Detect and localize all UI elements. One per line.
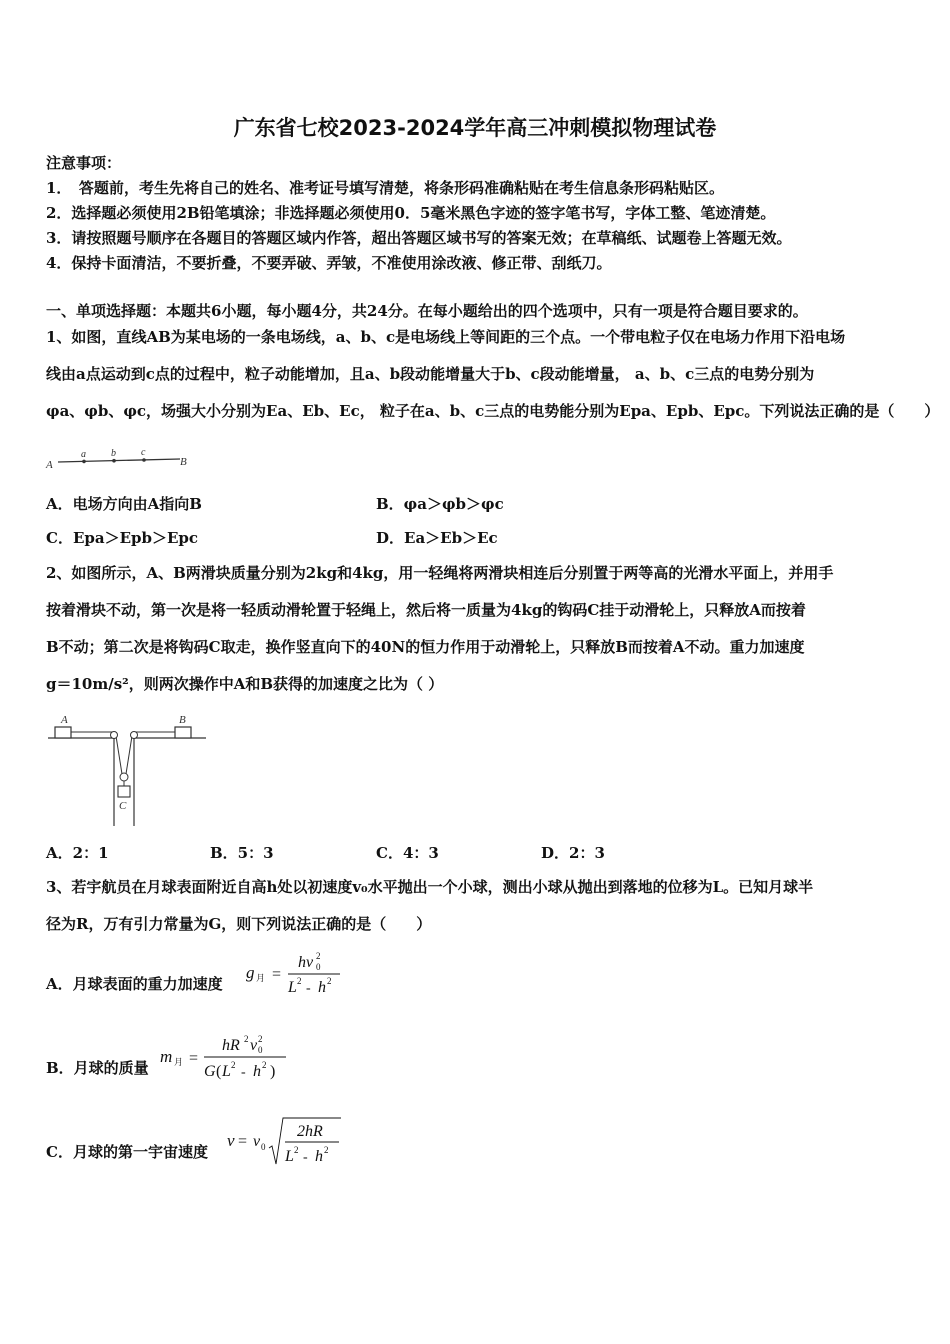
notice-item-3: 3．请按照题号顺序在各题目的答题区域内作答，超出答题区域书写的答案无效；在草稿纸、试题卷上答题无效。 (46, 229, 792, 247)
q1-option-c: C．Epa＞Epb＞Epc (46, 529, 199, 547)
svg-text:v: v (253, 1133, 261, 1150)
notice-item-2: 2．选择题必须使用2B铅笔填涂；非选择题必须使用0．5毫米黑色字迹的签字笔书写，字体工整、笔迹清楚。 (46, 204, 776, 222)
notice-item-1: 1． 答题前，考生先将自己的姓名、准考证号填写清楚，将条形码准确粘贴在考生信息条形码粘贴区。 (46, 179, 724, 197)
svg-text:=: = (189, 1050, 199, 1067)
q1-line-2: 线由a点运动到c点的过程中，粒子动能增加，且a、b段动能增量大于b、c段动能增量， a、b、c三点的电势分别为 (46, 365, 815, 383)
q2-pulley-figure (44, 710, 214, 830)
svg-text:2: 2 (297, 976, 302, 986)
q3-formula-b (160, 1030, 300, 1084)
svg-text:2: 2 (244, 1034, 249, 1044)
svg-text:hv: hv (298, 954, 314, 971)
q2-option-c: C．4：3 (376, 844, 439, 862)
svg-text:L: L (285, 1148, 294, 1165)
svg-text:L: L (222, 1063, 231, 1080)
q2-option-b: B．5：3 (210, 844, 274, 862)
q1-label-a: a (81, 449, 86, 460)
svg-text:2: 2 (316, 951, 321, 961)
q1-option-a: A．电场方向由A指向B (46, 495, 202, 513)
svg-text:2: 2 (324, 1145, 329, 1155)
svg-text:月: 月 (256, 973, 266, 983)
svg-text:-: - (306, 981, 311, 996)
svg-text:v: v (250, 1037, 258, 1054)
svg-text:-: - (241, 1065, 246, 1080)
svg-text:0: 0 (258, 1045, 263, 1055)
q2-line-4: g＝10m/s²，则两次操作中A和B获得的加速度之比为（ ） (46, 675, 444, 693)
svg-text:h: h (315, 1148, 323, 1165)
q2-line-2: 按着滑块不动，第一次是将一轻质动滑轮置于轻绳上，然后将一质量为4kg的钩码C挂于动滑轮上，只释放A而按着 (46, 601, 806, 619)
q2-option-a: A．2：1 (46, 844, 109, 862)
page-title: 广东省七校2023-2024学年高三冲刺模拟物理试卷 (233, 116, 717, 140)
svg-text:2: 2 (294, 1145, 299, 1155)
q1-line-3: φa、φb、φc，场强大小分别为Ea、Eb、Ec， 粒子在a、b、c三点的电势能分别为Epa、Epb、Epc。下列说法正确的是（ ） (46, 402, 940, 420)
q3-formula-a (246, 948, 356, 1000)
q1-option-d: D．Ea＞Eb＞Ec (376, 529, 498, 547)
section-1-heading: 一、单项选择题：本题共6小题，每小题4分，共24分。在每小题给出的四个选项中，只有一项是符合题目要求的。 (46, 302, 808, 320)
svg-text:m: m (160, 1047, 173, 1066)
svg-text:0: 0 (261, 1142, 266, 1152)
svg-text:(: ( (216, 1063, 222, 1080)
svg-text:0: 0 (316, 962, 321, 972)
q3-formula-c (227, 1114, 357, 1170)
notice-item-4: 4．保持卡面清洁，不要折叠，不要弄破、弄皱，不准使用涂改液、修正带、刮纸刀。 (46, 254, 612, 272)
q3-formula-a-graphic (246, 948, 356, 1000)
q3-line-2: 径为R，万有引力常量为G，则下列说法正确的是（ ） (46, 915, 432, 933)
svg-text:h: h (318, 979, 326, 996)
svg-text:L: L (288, 979, 297, 996)
svg-text:hR: hR (222, 1037, 240, 1054)
svg-text:2: 2 (262, 1060, 267, 1070)
notice-heading: 注意事项： (46, 154, 122, 172)
svg-text:-: - (303, 1150, 308, 1165)
q1-label-B: B (180, 456, 187, 468)
q1-label-A: A (46, 459, 53, 471)
q2-label-A: A (61, 714, 68, 726)
q2-label-C: C (119, 800, 127, 812)
svg-text:2: 2 (258, 1034, 263, 1044)
svg-text:v: v (227, 1131, 235, 1150)
q3-option-b-label: B．月球的质量 (46, 1059, 149, 1077)
svg-text:2: 2 (231, 1060, 236, 1070)
q2-label-B: B (179, 714, 186, 726)
svg-text:=: = (272, 966, 282, 983)
q2-option-d: D．2：3 (541, 844, 605, 862)
q1-line-1: 1、如图，直线AB为某电场的一条电场线，a、b、c是电场线上等间距的三个点。一个带电粒子仅在电场力作用下沿电场 (46, 328, 846, 346)
q2-line-1: 2、如图所示，A、B两滑块质量分别为2kg和4kg，用一轻绳将两滑块相连后分别置于两等高的光滑水平面上，并用手 (46, 564, 834, 582)
q3-option-a-label: A．月球表面的重力加速度 (46, 975, 223, 993)
svg-text:g: g (246, 963, 255, 982)
q1-label-b: b (111, 448, 116, 459)
svg-text:): ) (270, 1063, 276, 1080)
svg-text:2hR: 2hR (297, 1123, 323, 1140)
svg-text:G: G (204, 1063, 216, 1080)
q3-formula-b-graphic (160, 1030, 300, 1084)
q3-formula-c-graphic (227, 1114, 357, 1170)
q3-line-1: 3、若宇航员在月球表面附近自高h处以初速度v₀水平抛出一个小球，测出小球从抛出到落地的位移为L。已知月球半 (46, 878, 814, 896)
q1-field-line-figure (40, 444, 200, 472)
svg-text:2: 2 (327, 976, 332, 986)
q1-label-c: c (141, 447, 146, 458)
svg-text:h: h (253, 1063, 261, 1080)
svg-text:月: 月 (174, 1057, 184, 1067)
q3-option-c-label: C．月球的第一宇宙速度 (46, 1143, 208, 1161)
q1-option-b: B．φa＞φb＞φc (376, 495, 504, 513)
svg-text:=: = (238, 1133, 248, 1150)
q2-line-3: B不动；第二次是将钩码C取走，换作竖直向下的40N的恒力作用于动滑轮上，只释放B而按着A不动。重力加速度 (46, 638, 805, 656)
